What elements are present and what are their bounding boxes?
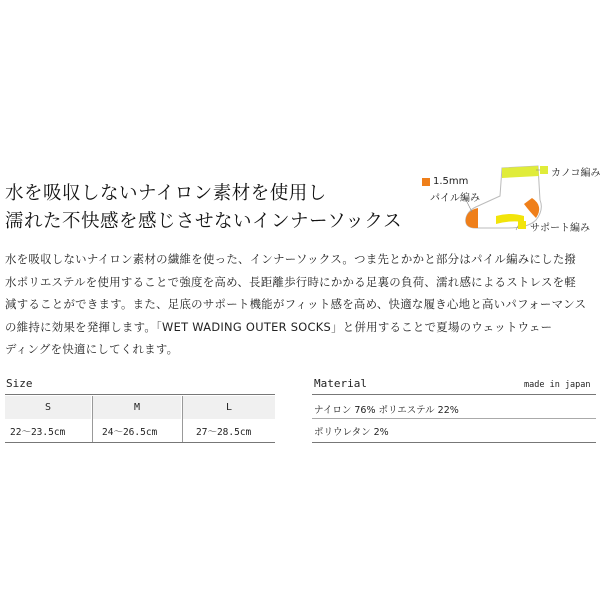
made-in-label: made in japan xyxy=(524,380,591,390)
material-title: Material xyxy=(314,377,367,390)
size-title: Size xyxy=(6,377,33,390)
kanoko-label: カノコ編み xyxy=(551,168,600,179)
sock-diagram xyxy=(420,160,600,240)
size-header-m: M xyxy=(93,396,181,419)
sock-cuff xyxy=(502,166,539,178)
description-line: ディングを快適にしてくれます。 xyxy=(5,342,179,356)
size-header-l: L xyxy=(183,396,275,419)
support-swatch xyxy=(518,221,526,229)
headline xyxy=(5,180,402,236)
size-header-s: S xyxy=(5,396,91,419)
size-value-l: 27〜28.5cm xyxy=(196,427,252,438)
material-top-rule xyxy=(312,394,596,395)
description-line: 減することができます。また、足底のサポート機能がフィット感を高め、快適な履き心地と高いパフォーマンス xyxy=(5,297,587,311)
kanoko-swatch xyxy=(540,166,548,174)
size-top-rule xyxy=(5,394,275,395)
material-bottom-rule xyxy=(312,442,596,443)
description xyxy=(5,248,597,361)
headline-line-1: 水を吸収しないナイロン素材を使用し xyxy=(5,183,327,204)
size-bottom-rule xyxy=(5,442,275,443)
support-label: サポート編み xyxy=(530,223,590,234)
material-row: ポリウレタン 2% xyxy=(314,427,389,438)
size-divider xyxy=(92,396,93,442)
description-line: 水ポリエステルを使用することで強度を高め、長距離歩行時にかかる足裏の負荷、濡れ感によるストレスを軽 xyxy=(5,274,577,289)
size-divider xyxy=(182,396,183,442)
description-line: の維持に効果を発揮します。「WET WADING OUTER SOCKS」と併用することで夏場のウェットウェー xyxy=(5,319,553,334)
headline-line-2: 濡れた不快感を感じさせないインナーソックス xyxy=(5,211,403,232)
description-line: 水を吸収しないナイロン素材の繊維を使った、インナーソックス。つま先とかかと部分はパイル編みにした撥 xyxy=(5,252,577,266)
pile-label: パイル編み xyxy=(430,193,480,204)
sock-toe xyxy=(466,208,478,228)
size-value-m: 24〜26.5cm xyxy=(102,427,158,438)
size-value-s: 22〜23.5cm xyxy=(10,427,66,438)
material-row-rule xyxy=(312,418,596,419)
pile-swatch xyxy=(422,178,430,186)
pile-size-label: 1.5mm xyxy=(433,176,469,187)
material-row: ナイロン 76% ポリエステル 22% xyxy=(314,405,459,416)
